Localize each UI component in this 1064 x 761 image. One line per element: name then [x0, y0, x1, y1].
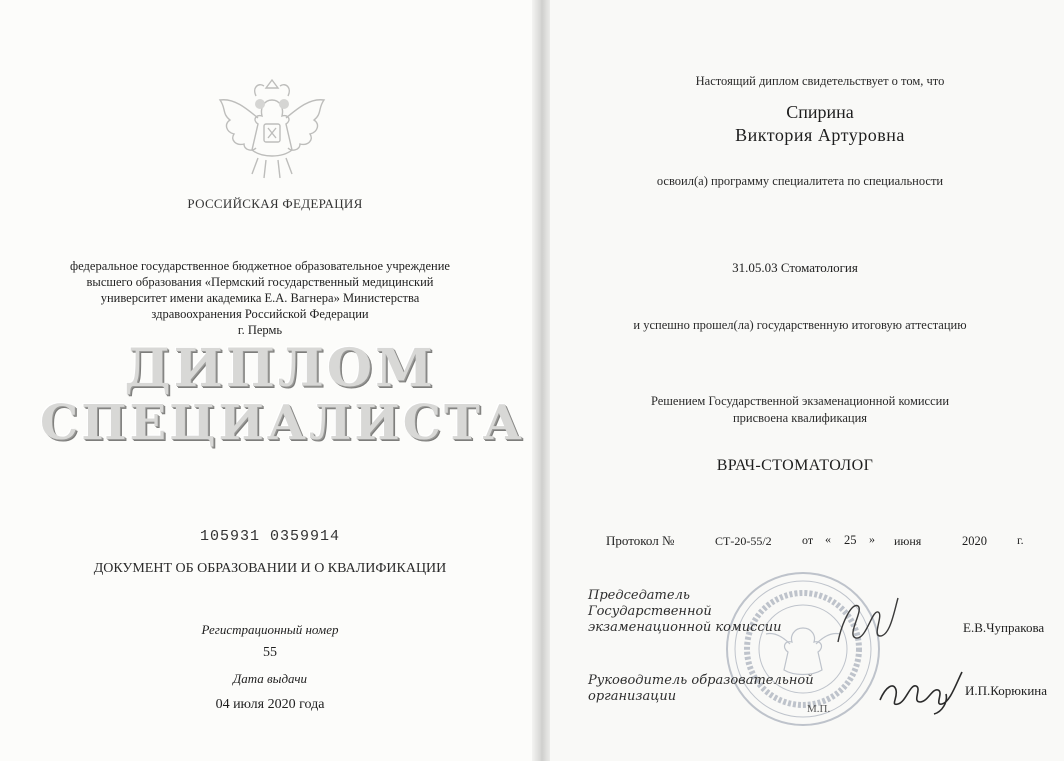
protocol-month: июня	[894, 534, 922, 548]
chair-name: Е.В.Чупракова	[963, 620, 1045, 635]
graduate-name: Виктория Артуровна	[735, 125, 905, 145]
seal-place-mark: М.П.	[807, 703, 831, 715]
diploma-subtitle: СПЕЦИАЛИСТА	[40, 395, 525, 451]
institution-line: г. Пермь	[237, 323, 283, 337]
institution-line: высшего образования «Пермский государственный медицинский	[86, 275, 434, 289]
protocol-day: 25	[844, 533, 857, 547]
head-role-line: Руководитель образовательной	[588, 673, 814, 688]
head-role-line: организации	[588, 689, 677, 704]
issue-date-label: Дата выдачи	[232, 671, 308, 686]
page-fold	[532, 0, 550, 761]
quote-close: »	[869, 532, 875, 546]
diploma-title: ДИПЛОМ	[124, 338, 436, 399]
head-name: И.П.Корюкина	[965, 683, 1048, 698]
chair-role-line: Государственной	[588, 604, 712, 619]
registration-label: Регистрационный номер	[201, 622, 339, 637]
specialty: 31.05.03 Стоматология	[732, 260, 858, 275]
institution-line: университет имени академика Е.А. Вагнера» Министерства	[100, 291, 420, 305]
country-name: РОССИЙСКАЯ ФЕДЕРАЦИЯ	[187, 196, 363, 211]
registration-number: 55	[263, 645, 277, 660]
chair-role-line: экзаменационной комиссии	[588, 620, 782, 635]
protocol-label: Протокол №	[606, 533, 675, 548]
protocol-number: СТ-20-55/2	[715, 534, 772, 548]
attestation-statement: и успешно прошел(ла) государственную итоговую аттестацию	[633, 318, 967, 332]
institution-line: федеральное государственное бюджетное образовательное учреждение	[70, 259, 450, 273]
quote-open: «	[825, 532, 831, 546]
graduate-surname: Спирина	[786, 102, 854, 122]
chair-role-line: Председатель	[588, 588, 690, 603]
issue-date: 04 июля 2020 года	[215, 697, 325, 712]
institution-line: здравоохранения Российской Федерации	[151, 307, 369, 321]
eagle-emblem-icon	[212, 78, 332, 182]
protocol-year: 2020	[962, 534, 987, 548]
chair-signature-icon	[832, 592, 902, 650]
protocol-from-label: от	[802, 533, 814, 547]
head-signature-icon	[876, 666, 966, 716]
decision-line: Решением Государственной экзаменационной комиссии	[650, 394, 950, 408]
program-statement: освоил(а) программу специалитета по специальности	[656, 174, 944, 188]
qualification: ВРАЧ-СТОМАТОЛОГ	[716, 457, 874, 474]
serial-number: 105931 0359914	[199, 528, 341, 545]
protocol-year-suffix: г.	[1017, 533, 1024, 547]
document-type: ДОКУМЕНТ ОБ ОБРАЗОВАНИИ И О КВАЛИФИКАЦИИ	[93, 561, 447, 576]
decision-line: присвоена квалификация	[732, 411, 868, 425]
intro-text: Настоящий диплом свидетельствует о том, что	[695, 74, 945, 88]
